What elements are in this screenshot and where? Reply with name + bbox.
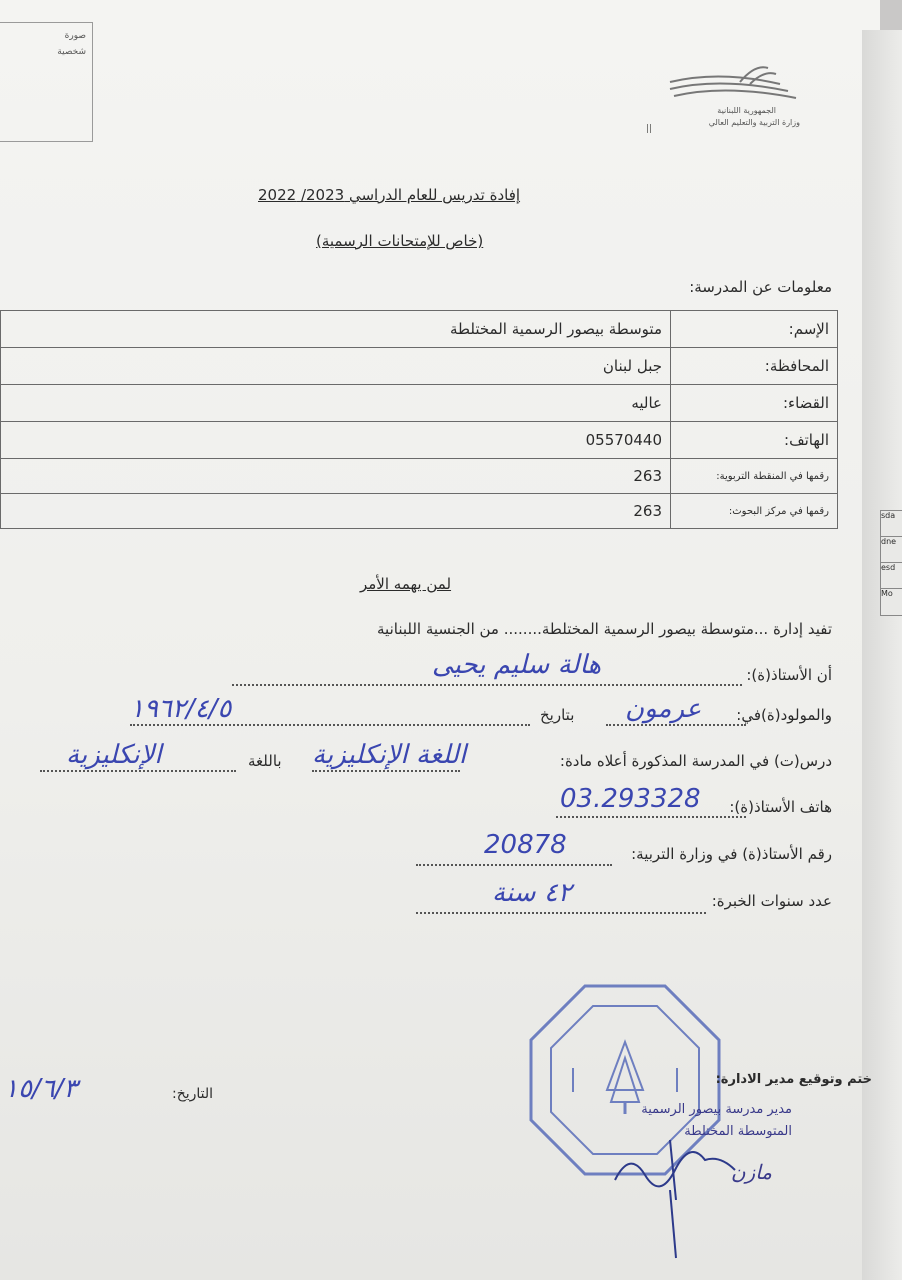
experience-years: ٤٢ سنة (492, 878, 572, 908)
ministry-logo (646, 62, 800, 142)
signature-text: المتوسطة المختلطة (684, 1124, 792, 1139)
photo-label: صورة (64, 31, 86, 41)
side-fragment (880, 510, 902, 538)
row-value: عاليه (1, 385, 671, 422)
background-sheet (862, 30, 902, 1280)
table-row (1, 422, 838, 459)
dotted-line (606, 724, 746, 726)
ministry-no-label: رقم الأستاذ(ة) في وزارة التربية: (631, 845, 832, 863)
row-label: رقمها في مركز البحوث: (671, 494, 838, 529)
side-fragment-text: sda (881, 511, 896, 520)
table-row (1, 348, 838, 385)
row-label: الإسم: (671, 311, 838, 348)
language-value: الإنكليزية (66, 740, 162, 770)
table-row (1, 459, 838, 494)
side-fragment (880, 588, 902, 616)
language-label: باللغة (248, 752, 282, 770)
dotted-line (312, 770, 460, 772)
subject-value: اللغة الإنكليزية (312, 740, 467, 770)
teacher-phone: 03.293328 (560, 784, 701, 814)
side-fragment-text: dne (881, 537, 897, 546)
logo-text-republic: الجمهورية اللبنانية (717, 106, 776, 115)
dotted-line (232, 684, 742, 686)
dotted-line (556, 816, 746, 818)
to-whom-heading: لمن يهمه الأمر (360, 575, 452, 593)
logo-mark: || (646, 124, 653, 134)
document-title: إفادة تدريس للعام الدراسي 2023/ 2022 (258, 186, 521, 204)
row-value: 263 (1, 494, 671, 529)
row-value: جبل لبنان (1, 348, 671, 385)
ministry-number: 20878 (484, 830, 567, 860)
phone-label: هاتف الأستاذ(ة): (729, 798, 832, 816)
table-row (1, 311, 838, 348)
experience-label: عدد سنوات الخبرة: (711, 892, 832, 910)
born-label: والمولود(ة)في: (736, 706, 832, 724)
document-date: ١٥/٦/٣ (4, 1074, 78, 1104)
row-label: الهاتف: (671, 422, 838, 459)
signature-stroke-icon (660, 1190, 690, 1260)
born-place: عرمون (625, 694, 702, 724)
dotted-line (130, 724, 530, 726)
signature-title: ختم وتوقيع مدير الادارة: (715, 1072, 872, 1087)
table-row (1, 494, 838, 529)
row-label: المحافظة: (671, 348, 838, 385)
photo-label: شخصية (57, 47, 86, 57)
school-info-label: معلومات عن المدرسة: (689, 278, 832, 296)
side-fragment-text: Mo (881, 589, 893, 598)
teacher-name: هالة سليم يحيى (432, 650, 602, 680)
row-value: متوسطة بيصور الرسمية المختلطة (1, 311, 671, 348)
row-label: رقمها في المنقطة التربوية: (671, 459, 838, 494)
side-fragment (880, 562, 902, 590)
dotted-line (416, 912, 706, 914)
photo-box (0, 22, 93, 142)
row-value: 263 (1, 459, 671, 494)
table-row (1, 385, 838, 422)
school-info-table (0, 310, 838, 529)
row-label: القضاء: (671, 385, 838, 422)
dotted-line (416, 864, 612, 866)
row-value: 05570440 (1, 422, 671, 459)
signature-text: مدير مدرسة بيصور الرسمية (641, 1102, 792, 1117)
side-fragment (880, 536, 902, 564)
teacher-label: أن الأستاذ(ة): (746, 666, 832, 684)
declaration-line: تفيد إدارة ...متوسطة بيصور الرسمية المختلطة........ من الجنسية اللبنانية (377, 620, 832, 638)
document-subtitle: (خاص للإمتحانات الرسمية) (316, 232, 484, 250)
signer-name: مازن (730, 1160, 772, 1184)
date-label: التاريخ: (172, 1086, 214, 1102)
born-date: ١٩٦٢/٤/٥ (130, 694, 232, 724)
side-fragment-text: esd (881, 563, 896, 572)
taught-label: درس(ت) في المدرسة المذكورة أعلاه مادة: (559, 752, 832, 770)
date-label: بتاريخ (540, 706, 575, 724)
logo-text-ministry: وزارة التربية والتعليم العالي (708, 118, 800, 127)
book-logo-icon (660, 62, 800, 106)
dotted-line (40, 770, 236, 772)
